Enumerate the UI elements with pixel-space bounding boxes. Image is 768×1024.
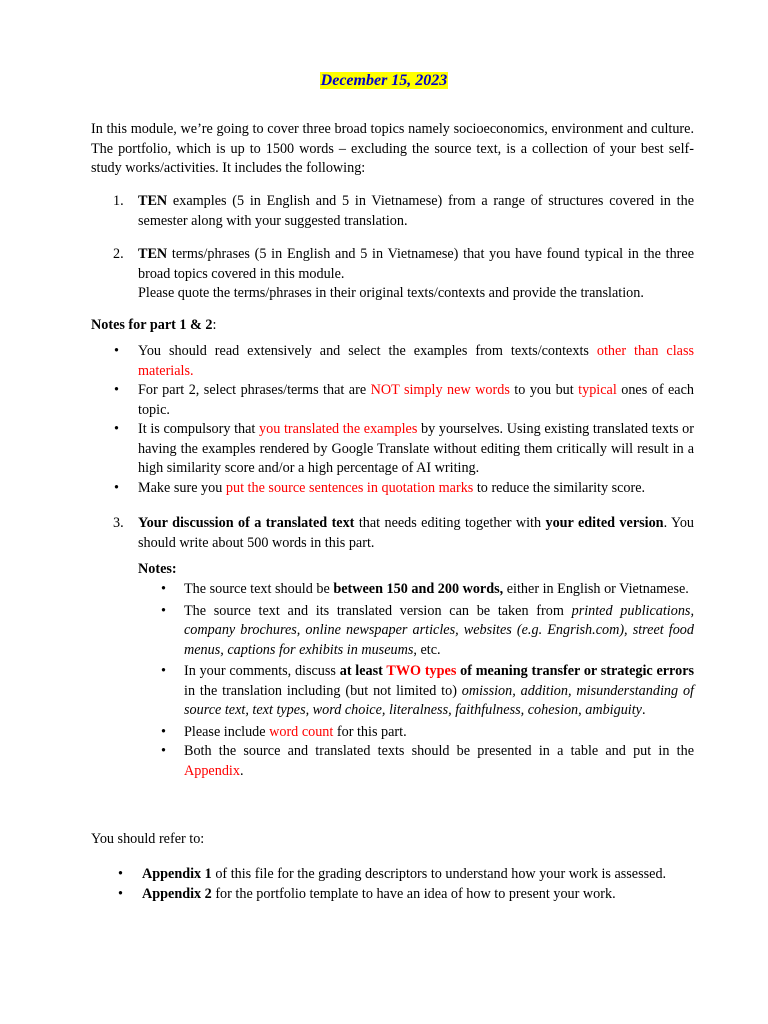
bullet-icon: •: [114, 421, 119, 437]
list-item-part-2: 2. TEN terms/phrases (5 in English and 5 in Vietnamese) that you have found typical in the three broad topics covered in this module. Please quote the terms/phrases in their original texts/contexts and provide the translation.: [113, 246, 694, 301]
list-item: • The source text and its translated version can be taken from printed publications, company brochures, online newspaper articles, websites (e.g. Engrish.com), street food menus, captions for exhibits in museums, etc.: [161, 602, 695, 658]
numbered-list-part-3: [91, 514, 694, 553]
list-item: • Appendix 2 for the portfolio template to have an idea of how to present your work.: [118, 885, 694, 905]
list-item: • Make sure you put the source sentences in quotation marks to reduce the similarity score.: [114, 479, 694, 499]
bullet-icon: •: [161, 663, 166, 679]
bullet-icon: •: [161, 602, 166, 619]
notes-part-1-2-heading: Notes for part 1 & 2:: [91, 317, 217, 333]
numbered-list-parts-1-2: [91, 192, 694, 304]
bullet-icon: •: [114, 343, 119, 359]
list-item: • Please include word count for this part.: [161, 723, 694, 743]
list-number: 2.: [113, 246, 124, 262]
bullet-icon: •: [161, 581, 166, 597]
date-heading: December 15, 2023: [320, 72, 448, 89]
list-item-part-1: 1. TEN examples (5 in English and 5 in Vietnamese) from a range of structures covered in the semester along with your suggested translation.: [113, 193, 694, 229]
notes-part-3-heading: Notes:: [138, 561, 177, 577]
bullet-icon: •: [161, 743, 166, 759]
bullet-icon: •: [114, 479, 119, 496]
list-item: • Both the source and translated texts should be presented in a table and put in the Appendix.: [161, 743, 694, 779]
list-item: • It is compulsory that you translated the examples by yourselves. Using existing translated texts or having the examples rendered by Google Translate without editing them critically will result in a high similarity score and/or a high percentage of AI writing.: [114, 421, 694, 476]
list-item-part-3: 3. Your discussion of a translated text that needs editing together with your edited version. You should write about 500 words in this part.: [113, 515, 695, 551]
list-item: • For part 2, select phrases/terms that are NOT simply new words to you but typical ones of each topic.: [114, 382, 694, 418]
bullet-icon: •: [161, 723, 166, 740]
notes-part-3-list: [161, 580, 694, 781]
list-item: • The source text should be between 150 and 200 words, either in English or Vietnamese.: [161, 580, 694, 600]
list-number: 3.: [113, 515, 124, 531]
intro-paragraph: In this module, we’re going to cover three broad topics namely socioeconomics, environment and culture. The portfolio, which is up to 1500 words – excluding the source text, is a collection of your best self-study works/activities. It includes the following:: [91, 121, 694, 176]
date-heading-wrap: [0, 71, 768, 92]
bullet-icon: •: [118, 885, 123, 902]
appendix-list: [118, 865, 694, 904]
list-number: 1.: [113, 193, 124, 209]
notes-part-1-2-list: [114, 342, 694, 498]
list-item: • You should read extensively and select the examples from texts/contexts other than class materials.: [114, 343, 694, 379]
list-item: • Appendix 1 of this file for the grading descriptors to understand how your work is assessed.: [118, 865, 694, 885]
refer-heading: You should refer to:: [91, 831, 205, 847]
bullet-icon: •: [118, 866, 123, 882]
list-item: • In your comments, discuss at least TWO types of meaning transfer or strategic errors in the translation including (but not limited to) omission, addition, misunderstanding of source text, text types, word choice, literalness, faithfulness, cohesion, ambiguity.: [161, 663, 695, 718]
bullet-icon: •: [114, 382, 119, 398]
